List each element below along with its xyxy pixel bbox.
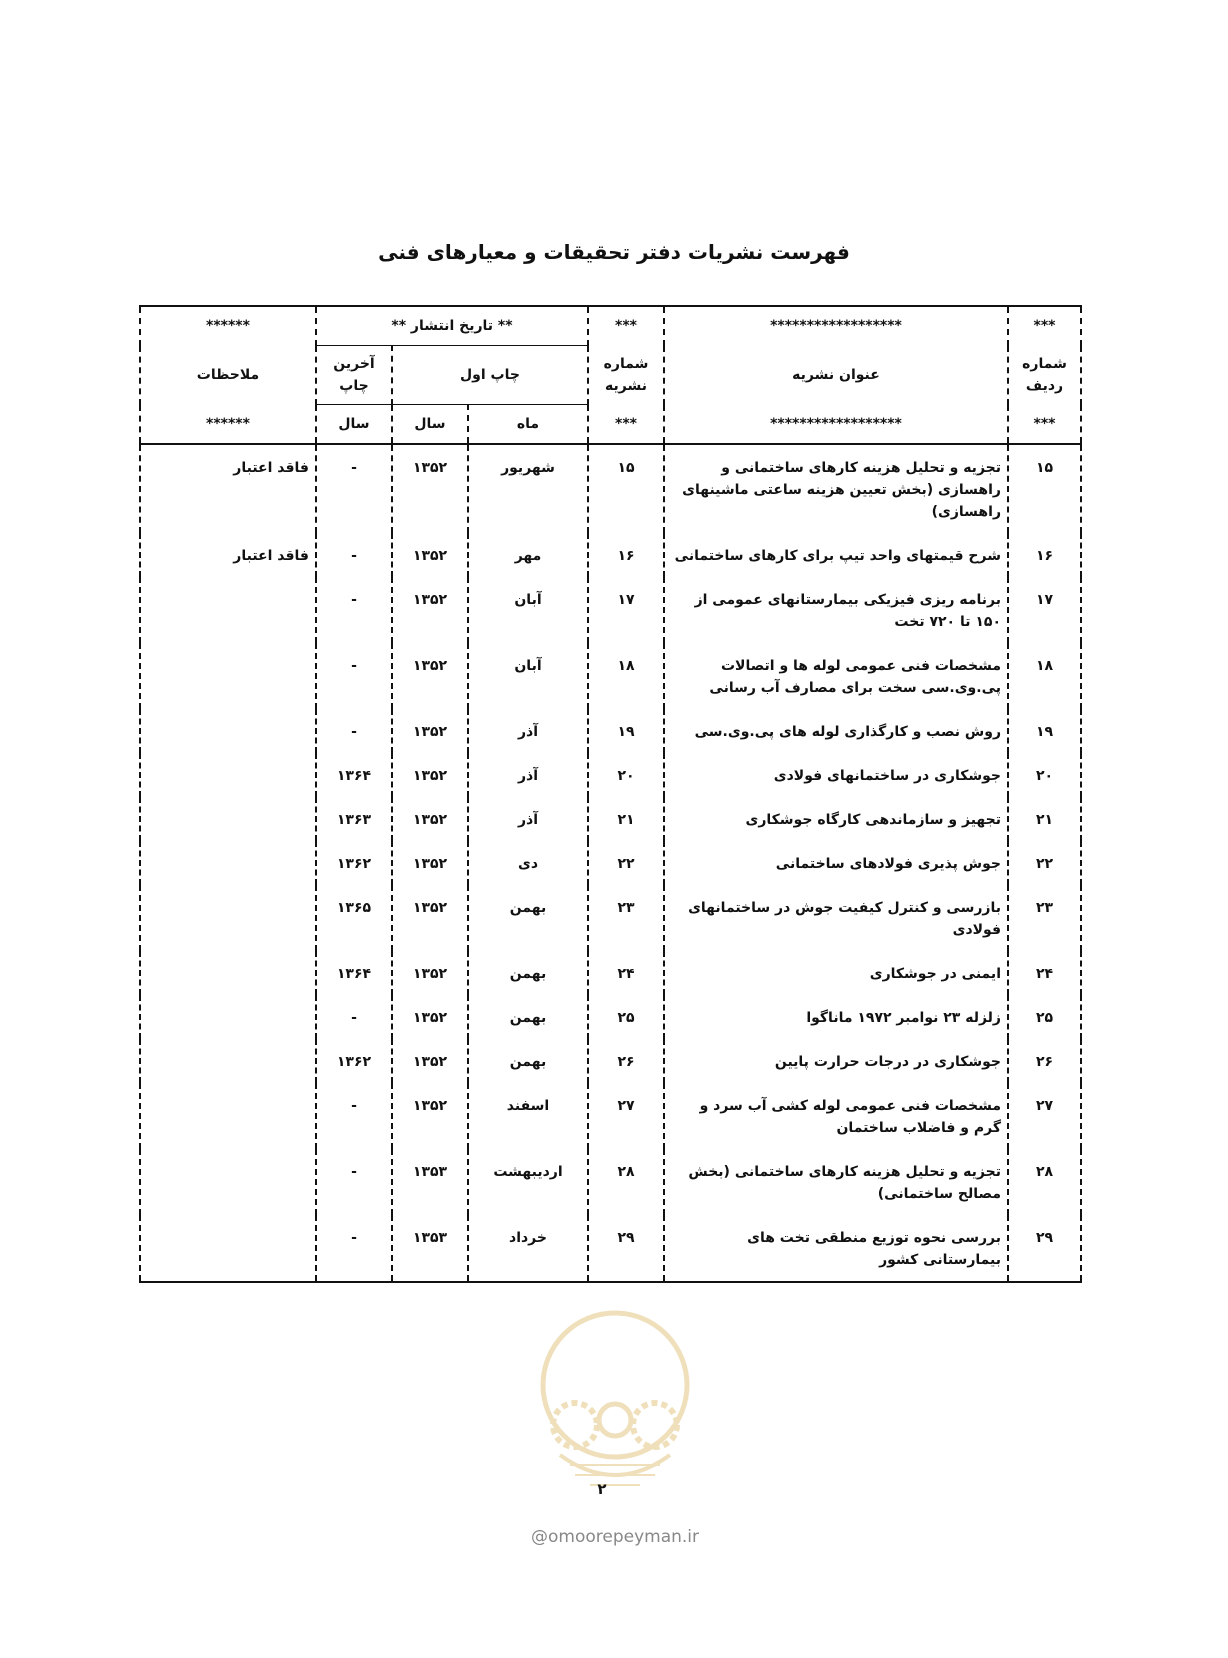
publication-title: مشخصات فنی عمومی لوله کشی آب سرد و گرم و فاضلاب ساختمان — [664, 1083, 1008, 1149]
last-print-year: - — [316, 1215, 392, 1282]
first-print-year: ۱۳۵۲ — [392, 709, 468, 753]
first-print-month: بهمن — [468, 995, 588, 1039]
last-print-year: ۱۳۶۴ — [316, 753, 392, 797]
row-no-heading: شماره ردیف — [1008, 346, 1081, 405]
last-print-year: - — [316, 1149, 392, 1215]
publication-title: تجهیز و سازماندهی کارگاه جوشکاری — [664, 797, 1008, 841]
first-print-year: ۱۳۵۲ — [392, 753, 468, 797]
table-row — [140, 797, 1081, 841]
table-row — [140, 577, 1081, 643]
publication-number: ۲۹ — [588, 1215, 664, 1282]
table-row — [140, 444, 1081, 533]
notes-cell — [140, 1083, 316, 1149]
notes-cell — [140, 1149, 316, 1215]
last-print-year: ۱۳۶۵ — [316, 885, 392, 951]
last-year-heading: سال — [316, 405, 392, 445]
first-print-month: اسفند — [468, 1083, 588, 1149]
publication-number: ۲۲ — [588, 841, 664, 885]
publication-number: ۱۹ — [588, 709, 664, 753]
first-print-year: ۱۳۵۲ — [392, 951, 468, 995]
first-print-year: ۱۳۵۳ — [392, 1215, 468, 1282]
last-print-heading: آخرین چاپ — [316, 346, 392, 405]
first-print-month: بهمن — [468, 951, 588, 995]
table-row — [140, 643, 1081, 709]
row-number: ۱۵ — [1008, 444, 1081, 533]
publication-title: زلزله ۲۳ نوامبر ۱۹۷۲ ماناگوا — [664, 995, 1008, 1039]
stars-title: ****************** — [664, 306, 1008, 346]
first-print-year: ۱۳۵۲ — [392, 885, 468, 951]
last-print-year: ۱۳۶۲ — [316, 841, 392, 885]
header-row-stars — [140, 306, 1081, 346]
row-number: ۱۹ — [1008, 709, 1081, 753]
notes-heading: ملاحظات — [140, 346, 316, 405]
first-print-year: ۱۳۵۲ — [392, 1039, 468, 1083]
publication-title: جوشکاری در درجات حرارت پایین — [664, 1039, 1008, 1083]
publication-number: ۱۷ — [588, 577, 664, 643]
notes-cell — [140, 885, 316, 951]
publication-number: ۱۸ — [588, 643, 664, 709]
row-number: ۱۸ — [1008, 643, 1081, 709]
row-number: ۲۷ — [1008, 1083, 1081, 1149]
first-print-month: آذر — [468, 709, 588, 753]
notes-cell — [140, 709, 316, 753]
notes-cell — [140, 995, 316, 1039]
stars-row: *** — [1008, 306, 1081, 346]
row-number: ۱۷ — [1008, 577, 1081, 643]
table-row — [140, 1083, 1081, 1149]
publication-number: ۱۵ — [588, 444, 664, 533]
first-print-month: آذر — [468, 797, 588, 841]
header-row-sub — [140, 405, 1081, 445]
table-row — [140, 1149, 1081, 1215]
notes-cell — [140, 1215, 316, 1282]
pub-no-heading: شماره نشریه — [588, 346, 664, 405]
first-print-year: ۱۳۵۲ — [392, 533, 468, 577]
publication-number: ۱۶ — [588, 533, 664, 577]
first-print-year: ۱۳۵۲ — [392, 643, 468, 709]
publication-number: ۲۵ — [588, 995, 664, 1039]
notes-cell — [140, 797, 316, 841]
first-print-month: خرداد — [468, 1215, 588, 1282]
notes-cell — [140, 643, 316, 709]
publications-table — [139, 305, 1082, 1283]
last-print-year: ۱۳۶۴ — [316, 951, 392, 995]
first-print-month: شهریور — [468, 444, 588, 533]
row-number: ۲۰ — [1008, 753, 1081, 797]
last-print-year: - — [316, 1083, 392, 1149]
notes-cell: فاقد اعتبار — [140, 444, 316, 533]
last-print-year: - — [316, 533, 392, 577]
last-print-year: - — [316, 577, 392, 643]
row-number: ۲۵ — [1008, 995, 1081, 1039]
row-number: ۱۶ — [1008, 533, 1081, 577]
notes-cell: فاقد اعتبار — [140, 533, 316, 577]
table-row — [140, 1215, 1081, 1282]
table-row — [140, 533, 1081, 577]
page-number: ۲ — [597, 1480, 607, 1498]
publication-title: بررسی نحوه توزیع منطقی تخت های بیمارستانی کشور — [664, 1215, 1008, 1282]
table-row — [140, 709, 1081, 753]
stars-notes-bottom: ****** — [140, 405, 316, 445]
last-print-year: ۱۳۶۳ — [316, 797, 392, 841]
row-number: ۲۴ — [1008, 951, 1081, 995]
site-watermark: @omoorepeyman.ir — [530, 1527, 700, 1547]
publication-number: ۲۸ — [588, 1149, 664, 1215]
first-print-month: بهمن — [468, 885, 588, 951]
publication-title: برنامه ریزی فیزیکی بیمارستانهای عمومی از ۱۵۰ تا ۷۲۰ تخت — [664, 577, 1008, 643]
last-print-year: ۱۳۶۲ — [316, 1039, 392, 1083]
first-print-month: آذر — [468, 753, 588, 797]
first-print-year: ۱۳۵۲ — [392, 841, 468, 885]
publication-title: تجزیه و تحلیل هزینه کارهای ساختمانی و راهسازی (بخش تعیین هزینه ساعتی ماشینهای راهسازی) — [664, 444, 1008, 533]
notes-cell — [140, 753, 316, 797]
publication-number: ۲۳ — [588, 885, 664, 951]
first-print-year: ۱۳۵۳ — [392, 1149, 468, 1215]
publication-number: ۲۷ — [588, 1083, 664, 1149]
first-print-month: آبان — [468, 577, 588, 643]
publication-title: تجزیه و تحلیل هزینه کارهای ساختمانی (بخش مصالح ساختمانی) — [664, 1149, 1008, 1215]
seal-icon — [530, 1305, 700, 1505]
last-print-year: - — [316, 643, 392, 709]
first-print-month: مهر — [468, 533, 588, 577]
row-number: ۲۳ — [1008, 885, 1081, 951]
page-title: فهرست نشریات دفتر تحقیقات و معیارهای فنی — [378, 240, 850, 264]
publications-table-wrap — [141, 305, 1082, 1283]
notes-cell — [140, 841, 316, 885]
table-row — [140, 1039, 1081, 1083]
stars-no: *** — [588, 306, 664, 346]
publication-title: جوش پذیری فولادهای ساختمانی — [664, 841, 1008, 885]
row-number: ۲۶ — [1008, 1039, 1081, 1083]
notes-cell — [140, 577, 316, 643]
first-print-month: دی — [468, 841, 588, 885]
publication-title: روش نصب و کارگذاری لوله های پی.وی.سی — [664, 709, 1008, 753]
first-print-year: ۱۳۵۲ — [392, 577, 468, 643]
month-heading: ماه — [468, 405, 588, 445]
last-print-year: - — [316, 444, 392, 533]
first-print-heading: چاپ اول — [392, 346, 588, 405]
stars-row-bottom: *** — [1008, 405, 1081, 445]
year-heading: سال — [392, 405, 468, 445]
last-print-year: - — [316, 709, 392, 753]
table-row — [140, 995, 1081, 1039]
first-print-year: ۱۳۵۲ — [392, 1083, 468, 1149]
first-print-year: ۱۳۵۲ — [392, 797, 468, 841]
publication-title: ایمنی در جوشکاری — [664, 951, 1008, 995]
notes-cell — [140, 951, 316, 995]
row-number: ۲۸ — [1008, 1149, 1081, 1215]
pub-date-group-heading: ** تاریخ انتشار ** — [316, 306, 588, 346]
publication-number: ۲۴ — [588, 951, 664, 995]
first-print-month: آبان — [468, 643, 588, 709]
last-print-year: - — [316, 995, 392, 1039]
row-number: ۲۱ — [1008, 797, 1081, 841]
first-print-year: ۱۳۵۲ — [392, 995, 468, 1039]
publication-title: بازرسی و کنترل کیفیت جوش در ساختمانهای فولادی — [664, 885, 1008, 951]
table-row — [140, 753, 1081, 797]
stars-notes: ****** — [140, 306, 316, 346]
publication-number: ۲۶ — [588, 1039, 664, 1083]
row-number: ۲۲ — [1008, 841, 1081, 885]
first-print-year: ۱۳۵۲ — [392, 444, 468, 533]
first-print-month: بهمن — [468, 1039, 588, 1083]
stars-no-bottom: *** — [588, 405, 664, 445]
table-row — [140, 841, 1081, 885]
first-print-month: اردیبهشت — [468, 1149, 588, 1215]
pub-title-heading: عنوان نشریه — [664, 346, 1008, 405]
publication-title: مشخصات فنی عمومی لوله ها و اتصالات پی.وی.سی سخت برای مصارف آب رسانی — [664, 643, 1008, 709]
table-row — [140, 951, 1081, 995]
notes-cell — [140, 1039, 316, 1083]
publication-title: جوشکاری در ساختمانهای فولادی — [664, 753, 1008, 797]
row-number: ۲۹ — [1008, 1215, 1081, 1282]
publication-title: شرح قیمتهای واحد تیپ برای کارهای ساختمانی — [664, 533, 1008, 577]
header-row-labels — [140, 346, 1081, 405]
publication-number: ۲۰ — [588, 753, 664, 797]
stars-title-bottom: ****************** — [664, 405, 1008, 445]
publication-number: ۲۱ — [588, 797, 664, 841]
table-row — [140, 885, 1081, 951]
